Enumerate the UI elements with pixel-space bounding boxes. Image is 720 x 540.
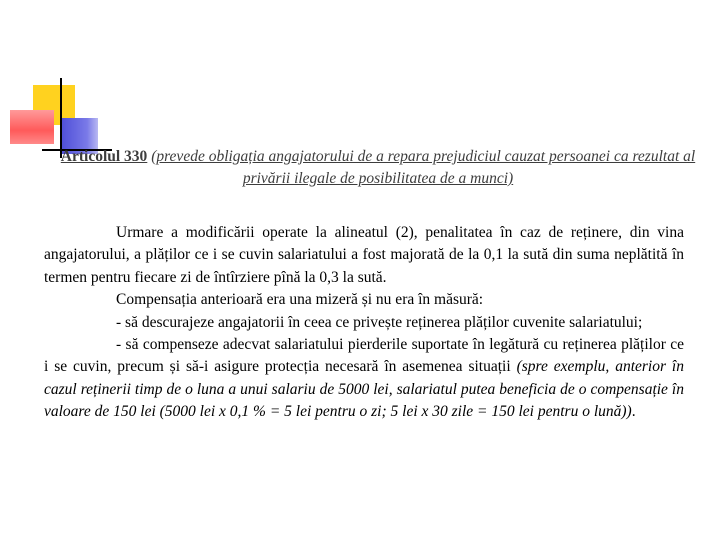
paragraph-example: (spre exemplu, anterior în cazul reținerii timp de o luna a unui salariu de 5000 lei, salariatul putea beneficia de o compensație în valoare de 150 lei (5000 lei x 0,1 % = 5 lei pentru o zi; 5 lei x 30 zile = 150 lei pentru o lună)) bbox=[44, 358, 684, 421]
article-number: Articolul 330 bbox=[60, 148, 148, 165]
paragraph-compensate bbox=[44, 334, 684, 424]
article-body bbox=[44, 222, 684, 424]
paragraph-compensation: Compensația anterioară era una mizeră și nu era în măsură: bbox=[116, 291, 484, 309]
paragraph-compensate-text: - să compenseze adecvat salariatului pierderile suportate în legătură cu reținerea plăților ce i se cuvin, precum și să-i asigure protecția necesară în asemenea situații bbox=[44, 336, 684, 376]
decorative-red-square bbox=[10, 110, 54, 144]
paragraph-penalty: Urmare a modificării operate la alineatul (2), penalitatea în caz de reținere, din vina angajatorului, a plăților ce i se cuvin salariatului a fost majorată de la 0,1 la sută din suma neplătită în termen pentru fiecare zi de întîrziere pînă la 0,3 la sută. bbox=[44, 224, 684, 286]
article-description: (prevede obligația angajatorului de a repara prejudiciul cauzat persoanei ca rezultat al privării ilegale de posibilitatea de a munci) bbox=[151, 148, 696, 187]
paragraph-discourage: - să descurajeze angajatorii în ceea ce privește reținerea plăților cuvenite salariatului; bbox=[116, 313, 643, 331]
article-title bbox=[40, 146, 716, 190]
paragraph-end: . bbox=[631, 403, 636, 421]
